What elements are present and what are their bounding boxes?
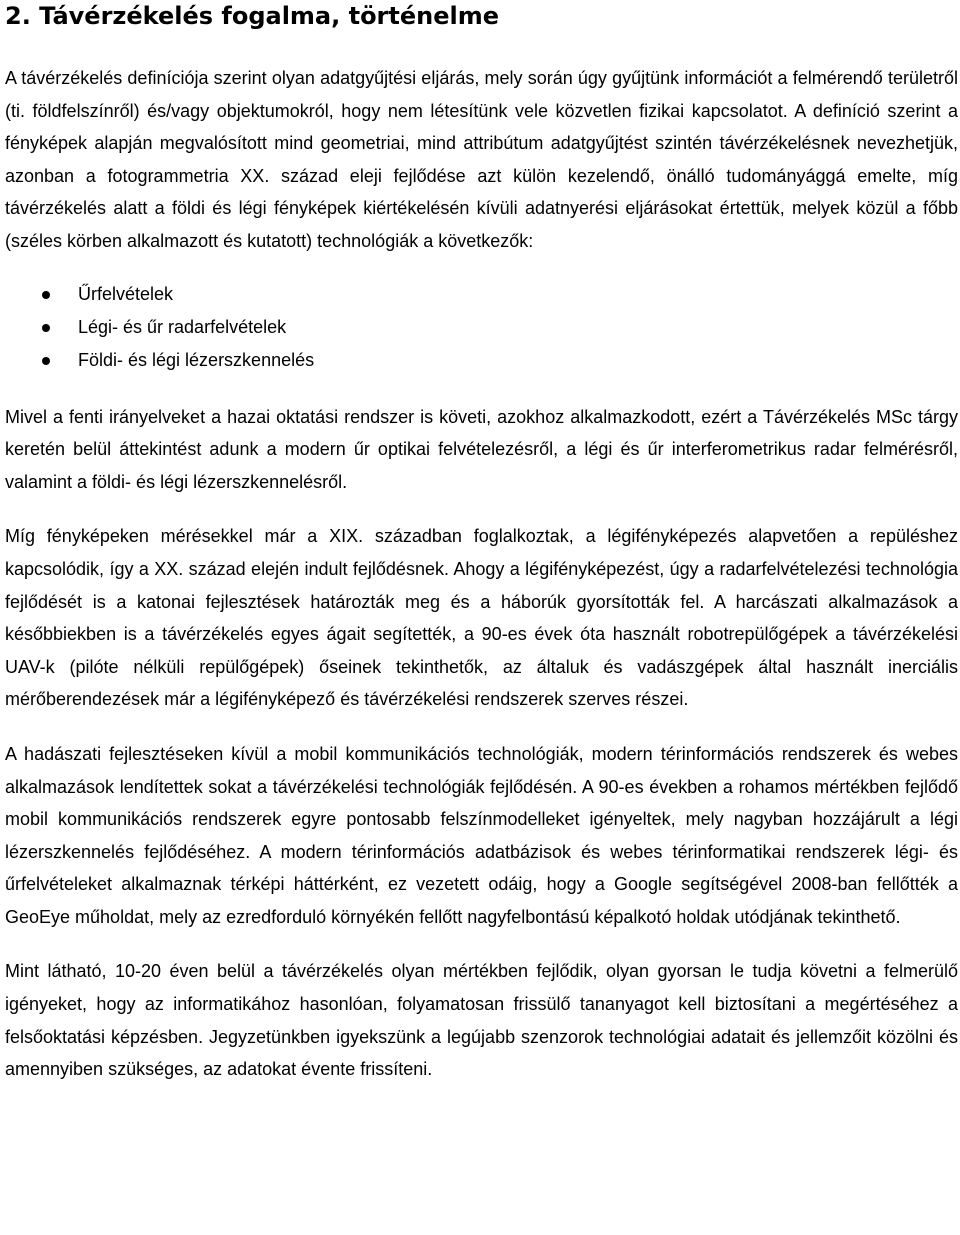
technology-list [5, 278, 958, 377]
list-item [5, 344, 958, 377]
paragraph-conclusion: Mint látható, 10-20 éven belül a távérzékelés olyan mértékben fejlődik, olyan gyorsan le tudja követni a felmerülő igényeket, hogy az informatikához hasonlóan, folyamatosan frissülő tananyagot kell biztosítani a megértéséhez a felsőoktatási képzésben. Jegyzetünkben igyekszünk a legújabb szenzorok technológiai adatait és jellemzőit közölni és amennyiben szükséges, az adatokat évente frissíteni. [5, 961, 958, 1080]
list-item-label: Légi- és űr radarfelvételek [78, 316, 287, 337]
paragraph-history: Míg fényképeken mérésekkel már a XIX. században foglalkoztak, a légifényképezés alapvetően a repüléshez kapcsolódik, így a XX. század elején indult fejlődésnek. Ahogy a légifényképezést, úgy a radarfelvételezési technológia fejlődését is a katonai fejlesztések határozták meg és a háborúk gyorsították fel. A harcászati alkalmazások a későbbiekben is a távérzékelés egyes ágait segítették, a 90-es évek óta használt robotrepülőgépek a távérzékelési UAV-k (pilóte nélküli repülőgépek) őseinek tekinthetők, az általuk és vadászgépek által használt inerciális mérőberendezések már a légifényképező és távérzékelési rendszerek szerves részei. [5, 526, 958, 710]
section-heading: 2. Távérzékelés fogalma, történelme [5, 2, 500, 30]
list-item-label: Földi- és légi lézerszkennelés [78, 349, 315, 370]
list-item-label: Űrfelvételek [78, 283, 174, 304]
paragraph-curriculum: Mivel a fenti irányelveket a hazai oktatási rendszer is követi, azokhoz alkalmazkodott, ezért a Távérzékelés MSc tárgy keretén belül áttekintést adunk a modern űr optikai felvételezésről, a légi és űr interferometrikus radar felmérésről, valamint a földi- és légi lézerszkennelésről. [5, 406, 958, 492]
bullet-icon [42, 357, 50, 365]
bullet-icon [42, 291, 50, 299]
paragraph-definition: A távérzékelés definíciója szerint olyan adatgyűjtési eljárás, mely során úgy gyűjtünk információt a felmérendő területről (ti. földfelszínről) és/vagy objektumokról, hogy nem létesítünk vele közvetlen fizikai kapcsolatot. A definíció szerint a fényképek alapján megvalósított mind geometriai, mind attribútum adatgyűjtést szintén távérzékelésnek nevezhetjük, azonban a fotogrammetria XX. század eleji fejlődése azt külön kezelendő, önálló tudományággá emelte, míg távérzékelés alatt a földi és légi fényképek kiértékelésén kívüli adatnyerési eljárásokat értettük, melyek közül a főbb (széles körben alkalmazott és kutatott) technológiák a következők: [5, 68, 958, 251]
list-item [5, 278, 958, 311]
paragraph-technology-drivers: A hadászati fejlesztéseken kívül a mobil kommunikációs technológiák, modern térinformációs rendszerek és webes alkalmazások lendítettek sokat a távérzékelési technológiák fejlődésén. A 90-es években a rohamos mértékben fejlődő mobil kommunikációs rendszerek egyre pontosabb felszínmodelleket igényeltek, mely nagyban hozzájárult a légi lézerszkennelés fejlődéséhez. A modern térinformációs adatbázisok és webes térinformatikai rendszerek légi- és űrfelvételeket alkalmaznak térképi háttérként, ez vezetett odáig, hogy a Google segítségével 2008-ban fellőtték a GeoEye műholdat, mely az ezredforduló környékén fellőtt nagyfelbontású képalkotó holdak utódjának tekinthető. [5, 743, 958, 927]
document-page [5, 0, 958, 1086]
bullet-icon [42, 324, 50, 332]
list-item [5, 311, 958, 344]
